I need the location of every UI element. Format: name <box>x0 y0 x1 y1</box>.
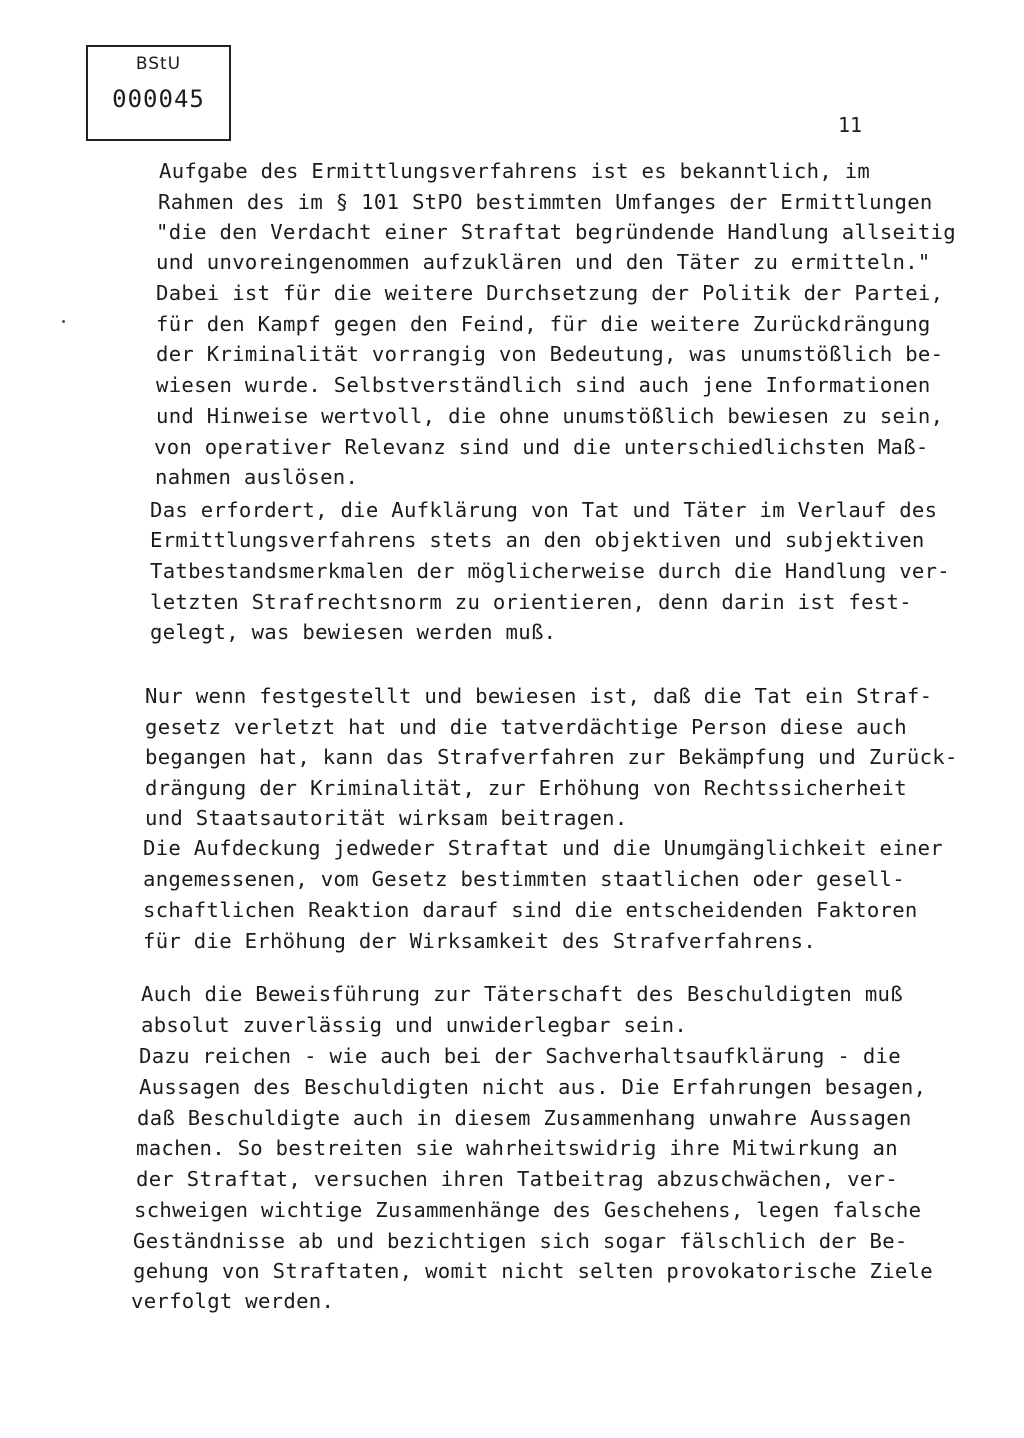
text-line: machen. So bestreiten sie wahrheitswidrig ihre Mitwirkung an <box>136 1136 898 1160</box>
text-line: schaftlichen Reaktion darauf sind die entscheidenden Faktoren <box>143 898 918 922</box>
stamp-number: 000045 <box>112 85 205 113</box>
text-line: letzten Strafrechtsnorm zu orientieren, denn darin ist fest- <box>150 590 912 614</box>
text-line: begangen hat, kann das Strafverfahren zur Bekämpfung und Zurück- <box>145 745 958 769</box>
text-line: der Kriminalität vorrangig von Bedeutung, was unumstößlich be- <box>156 342 944 366</box>
text-line: drängung der Kriminalität, zur Erhöhung von Rechtssicherheit <box>145 776 907 800</box>
text-line: für den Kampf gegen den Feind, für die weitere Zurückdrängung <box>156 312 931 336</box>
page-number: 11 <box>838 113 863 137</box>
text-line: gesetz verletzt hat und die tatverdächtige Person diese auch <box>145 715 907 739</box>
text-line: Ermittlungsverfahrens stets an den objektiven und subjektiven <box>150 528 925 552</box>
text-line: Dazu reichen - wie auch bei der Sachverhaltsaufklärung - die <box>139 1044 901 1068</box>
text-line: für die Erhöhung der Wirksamkeit des Strafverfahrens. <box>143 929 817 953</box>
text-line: wiesen wurde. Selbstverständlich sind auch jene Informationen <box>156 373 931 397</box>
text-line: und unvoreingenommen aufzuklären und den Täter zu ermitteln." <box>156 250 931 274</box>
text-line: Dabei ist für die weitere Durchsetzung der Politik der Partei, <box>156 281 944 305</box>
text-line: Auch die Beweisführung zur Täterschaft des Beschuldigten muß <box>141 982 903 1006</box>
text-line: Die Aufdeckung jedweder Straftat und die Unumgänglichkeit einer <box>143 836 944 860</box>
text-line: daß Beschuldigte auch in diesem Zusammenhang unwahre Aussagen <box>137 1106 912 1130</box>
margin-mark <box>62 320 65 323</box>
text-line: nahmen auslösen. <box>155 465 359 489</box>
text-line: schweigen wichtige Zusammenhänge des Geschehens, legen falsche <box>134 1198 922 1222</box>
text-line: Geständnisse ab und bezichtigen sich sogar fälschlich der Be- <box>133 1229 908 1253</box>
text-line: "die den Verdacht einer Straftat begründende Handlung allseitig <box>156 220 957 244</box>
stamp-label: BStU <box>135 54 182 74</box>
text-line: der Straftat, versuchen ihren Tatbeitrag abzuschwächen, ver- <box>136 1167 898 1191</box>
text-line: von operativer Relevanz sind und die unterschiedlichsten Maß- <box>154 435 929 459</box>
archive-stamp <box>86 45 231 141</box>
text-line: Rahmen des im § 101 StPO bestimmten Umfanges der Ermittlungen <box>158 190 933 214</box>
text-line: Aussagen des Beschuldigten nicht aus. Die Erfahrungen besagen, <box>139 1075 927 1099</box>
text-line: Das erfordert, die Aufklärung von Tat und Täter im Verlauf des <box>150 498 938 522</box>
text-line: Tatbestandsmerkmalen der möglicherweise durch die Handlung ver- <box>150 559 951 583</box>
text-line: gelegt, was bewiesen werden muß. <box>150 620 557 644</box>
text-line: angemessenen, vom Gesetz bestimmten staatlichen oder gesell- <box>143 867 905 891</box>
text-line: verfolgt werden. <box>131 1289 335 1313</box>
text-line: gehung von Straftaten, womit nicht selten provokatorische Ziele <box>133 1259 934 1283</box>
text-line: und Staatsautorität wirksam beitragen. <box>145 806 628 830</box>
text-line: absolut zuverlässig und unwiderlegbar sein. <box>141 1013 688 1037</box>
text-line: und Hinweise wertvoll, die ohne unumstößlich bewiesen zu sein, <box>156 404 944 428</box>
text-line: Nur wenn festgestellt und bewiesen ist, daß die Tat ein Straf- <box>145 684 933 708</box>
text-line: Aufgabe des Ermittlungsverfahrens ist es bekanntlich, im <box>159 159 871 183</box>
